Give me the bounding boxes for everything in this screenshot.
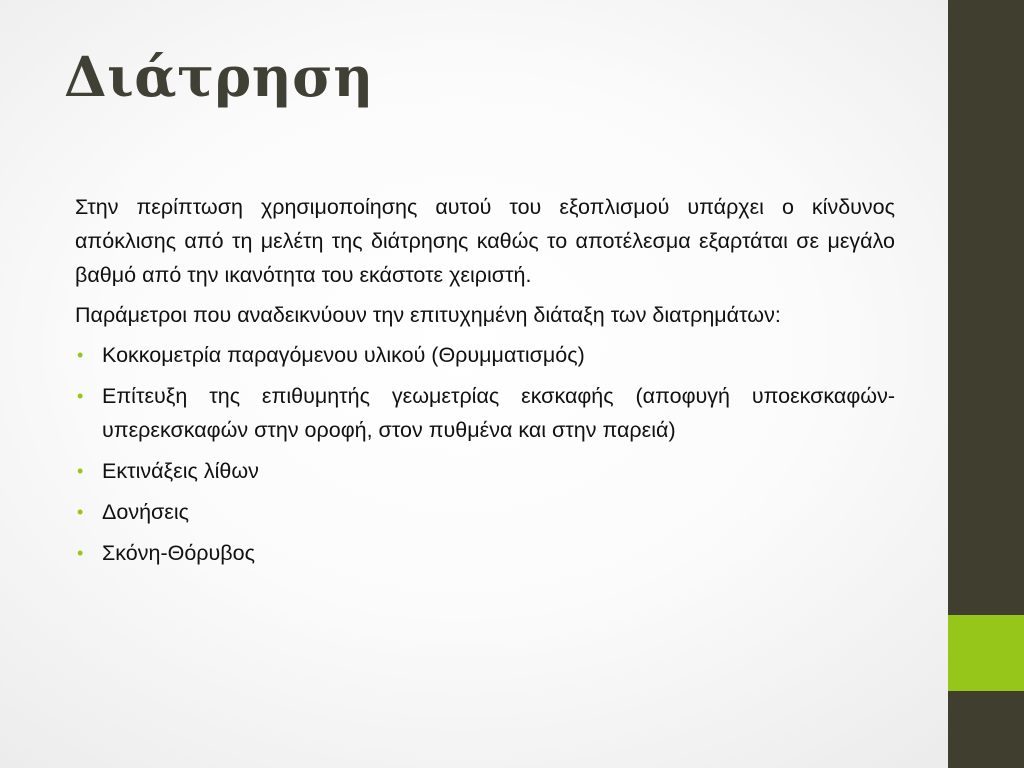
bullet-item-vibrations [75, 495, 895, 529]
bullet-list [75, 338, 895, 570]
slide-content [75, 190, 895, 577]
bullet-text: Κοκκομετρία παραγόμενου υλικού (Θρυμματισμός) [102, 343, 585, 367]
bullet-item-grain-size [75, 338, 895, 372]
paragraph-parameters: Παράμετροι που αναδεικνύουν την επιτυχημένη διάταξη των διατρημάτων: [75, 303, 781, 327]
bullet-item-geometry [75, 379, 895, 447]
bullet-dot-icon: • [77, 543, 84, 563]
bullet-dot-icon: • [77, 502, 84, 522]
bullet-text: Σκόνη-Θόρυβος [102, 541, 255, 565]
bullet-dot-icon: • [77, 386, 84, 406]
paragraph-intro: Στην περίπτωση χρησιμοποίησης αυτού του εξοπλισμού υπάρχει ο κίνδυνος απόκλισης από τη μελέτη της διάτρησης καθώς το αποτέλεσμα εξαρτάται σε μεγάλο βαθμό από την ικανότητα του εκάστοτε χειριστή. [75, 195, 895, 287]
bullet-text: Επίτευξη της επιθυμητής γεωμετρίας εκσκαφής (αποφυγή υποεκσκαφών-υπερεκσκαφών στην οροφή, στον πυθμένα και στην παρειά) [102, 384, 895, 442]
bullet-dot-icon: • [77, 461, 84, 481]
side-accent-square [948, 615, 1024, 691]
bullet-text: Εκτινάξεις λίθων [102, 459, 259, 483]
slide-title: Διάτρηση [64, 44, 374, 109]
bullet-item-dust-noise [75, 536, 895, 570]
bullet-dot-icon: • [77, 345, 84, 365]
bullet-text: Δονήσεις [102, 500, 190, 524]
bullet-item-flyrock [75, 454, 895, 488]
